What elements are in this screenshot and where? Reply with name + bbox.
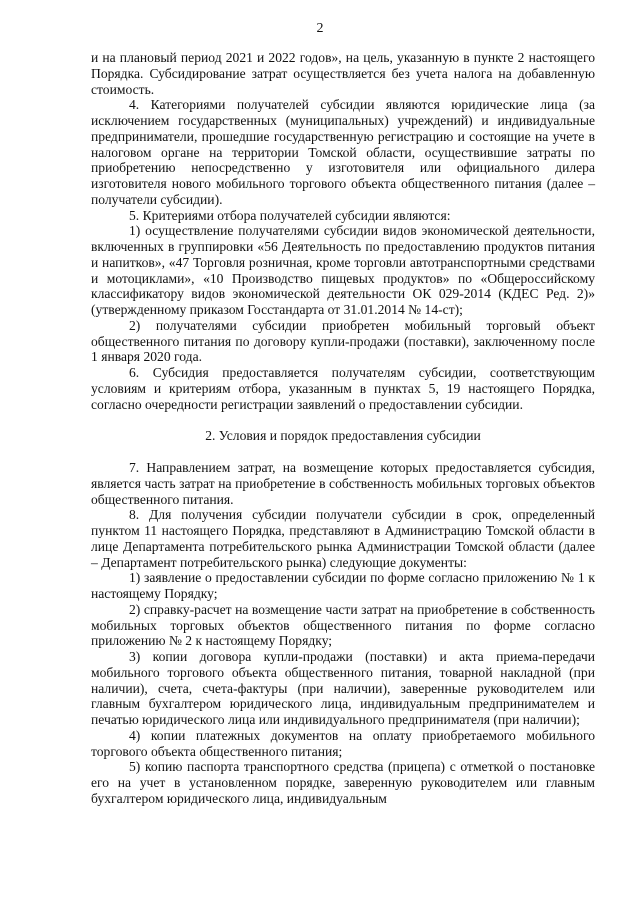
- paragraph-5-item-1: 1) осуществление получателями субсидии видов экономической деятельности, включенных в группировки «56 Деятельность по предоставлению продуктов питания и напитков», «47 Торговля розничная, кроме торговли автотранспортными средствами и мотоциклами», «10 Производство пищевых продуктов» по «Общероссийскому классификатору видов экономической деятельности ОК 029-2014 (КДЕС Ред. 2)» (утвержденному приказом Госстандарта от 31.01.2014 № 14-ст);: [91, 223, 595, 317]
- paragraph-continuation: и на плановый период 2021 и 2022 годов», на цель, указанную в пункте 2 настоящего Порядка. Субсидирование затрат осуществляется без учета налога на добавленную стоимость.: [91, 50, 595, 97]
- paragraph-5-selection-criteria: 5. Критериями отбора получателей субсидии являются:: [129, 207, 451, 223]
- paragraph-7: 7. Направлением затрат, на возмещение которых предоставляется субсидия, является часть затрат на приобретение в собственность мобильных торговых объектов общественного питания.: [91, 460, 595, 507]
- paragraph-8-item-4: 4) копии платежных документов на оплату приобретаемого мобильного торгового объекта общественного питания;: [91, 727, 595, 759]
- paragraph-8-item-2: 2) справку-расчет на возмещение части затрат на приобретение в собственность мобильных торговых объектов общественного питания по форме согласно приложению № 2 к настоящему Порядку;: [91, 601, 595, 649]
- section-heading: 2. Условия и порядок предоставления субсидии: [205, 428, 481, 444]
- paragraph-5-item-2: 2) получателями субсидии приобретен мобильный торговый объект общественного питания по договору купли-продажи (поставки), заключенному после 1 января 2020 года.: [91, 317, 595, 365]
- page-number: 2: [316, 21, 324, 36]
- paragraph-8-item-5: 5) копию паспорта транспортного средства (прицепа) с отметкой о постановке его на учет в установленном порядке, заверенную руководителем или главным бухгалтером юридического лица, индивидуальным: [91, 759, 595, 806]
- paragraph-6: 6. Субсидия предоставляется получателям субсидии, соответствующим условиям и критериям отбора, указанным в пунктах 5, 19 настоящего Порядка, согласно очередности регистрации заявлений о предоставлении субсидии.: [91, 365, 595, 412]
- paragraph-4-recipient-categories: 4. Категориями получателей субсидии являются юридические лица (за исключением государственных (муниципальных) учреждений) и индивидуальные предприниматели, прошедшие государственную регистрацию и состоящие на учете в налоговом органе на территории Томской области, осуществившие затраты по приобретению непосредственно у изготовителя или официального дилера изготовителя нового мобильного торгового объекта общественного питания (далее – получатели субсидии).: [91, 97, 595, 207]
- document-body: [91, 50, 595, 807]
- paragraph-8: 8. Для получения субсидии получатели субсидии в срок, определенный пунктом 11 настоящего Порядка, представляют в Администрацию Томской области в лице Департамента потребительского рынка Администрации Томской области (далее – Департамент потребительского рынка) следующие документы:: [91, 507, 595, 570]
- paragraph-8-item-1: 1) заявление о предоставлении субсидии по форме согласно приложению № 1 к настоящему Порядку;: [91, 570, 595, 601]
- paragraph-8-item-3: 3) копии договора купли-продажи (поставки) и акта приема-передачи мобильного торгового объекта общественного питания, товарной накладной (при наличии), счета, счета-фактуры (при наличии), заверенные руководителем или главным бухгалтером юридического лица, индивидуальным предпринимателем и печатью юридического лица или индивидуального предпринимателя (при наличии);: [91, 649, 595, 727]
